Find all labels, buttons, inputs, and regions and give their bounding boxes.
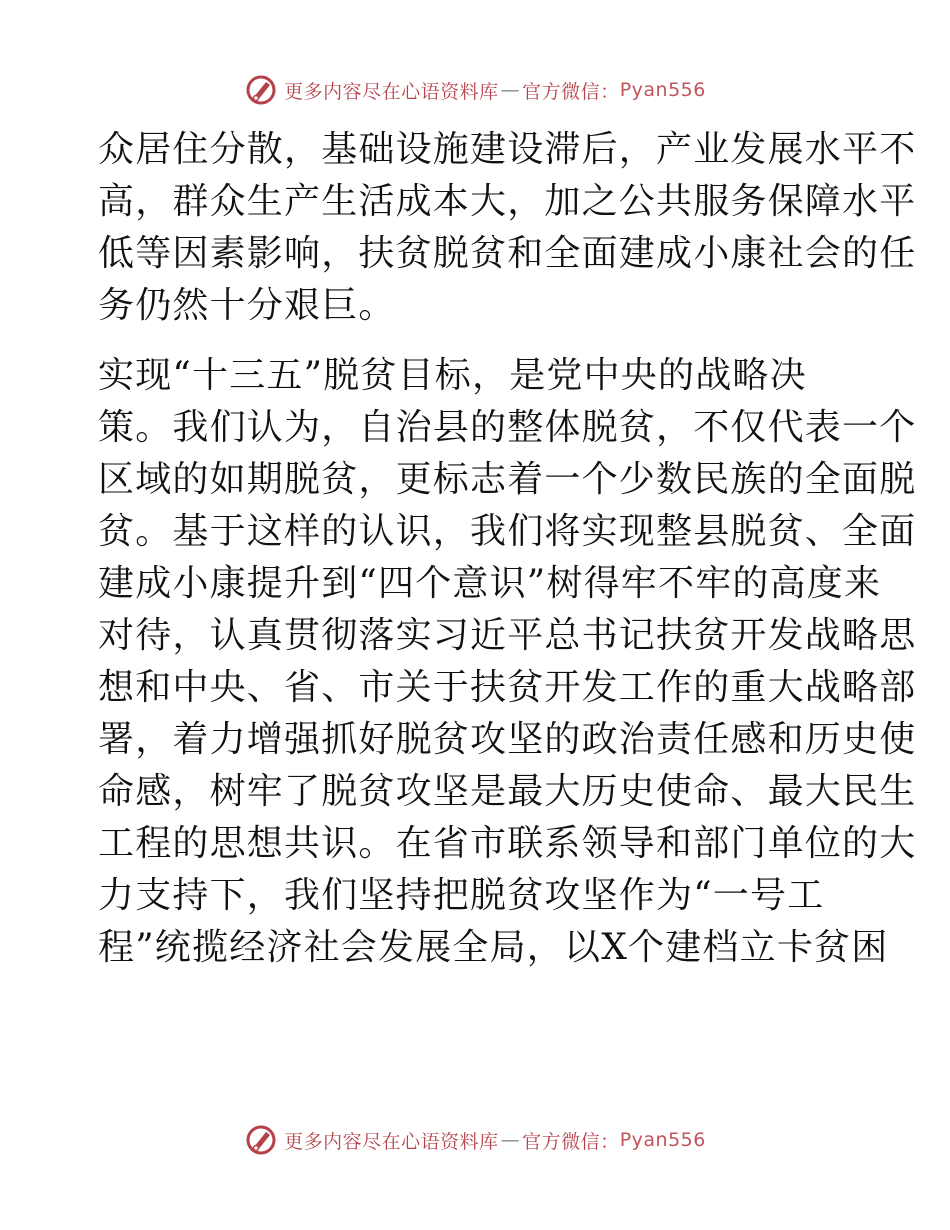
watermark-separator: — xyxy=(500,79,521,101)
footer-watermark xyxy=(0,1120,950,1160)
watermark-text: 更多内容尽在心语资料库 xyxy=(284,80,499,103)
text-line: 工程的思想共识。在省市联系领导和部门单位的大 xyxy=(98,823,917,864)
text-line: 策。我们认为，自治县的整体脱贫，不仅代表一个 xyxy=(98,407,917,448)
text-line: 想和中央、省、市关于扶贫开发工作的重大战略部 xyxy=(98,667,917,708)
paragraph-1 xyxy=(98,124,917,332)
watermark-account: Pyan556 xyxy=(619,79,706,101)
text-line: 建成小康提升到“四个意识”树得牢不牢的高度来 xyxy=(98,563,882,604)
paragraph-2 xyxy=(98,350,917,974)
document-body xyxy=(98,124,917,974)
text-line: 力支持下，我们坚持把脱贫攻坚作为“一号工 xyxy=(98,875,825,916)
pen-nib-circle-icon xyxy=(244,73,278,107)
text-line: 对待，认真贯彻落实习近平总书记扶贫开发战略思 xyxy=(98,615,917,656)
text-line: 实现“十三五”脱贫目标，是党中央的战略决 xyxy=(98,355,807,396)
text-line: 众居住分散，基础设施建设滞后，产业发展水平不 xyxy=(98,129,917,170)
text-line: 署，着力增强抓好脱贫攻坚的政治责任感和历史使 xyxy=(98,719,917,760)
text-line: 命感，树牢了脱贫攻坚是最大历史使命、最大民生 xyxy=(98,771,917,812)
text-line: 程”统揽经济社会发展全局，以X个建档立卡贫困 xyxy=(98,927,889,968)
pen-nib-circle-icon xyxy=(244,1123,278,1157)
watermark-text: 更多内容尽在心语资料库 xyxy=(284,1130,499,1153)
watermark-suffix: 官方微信： xyxy=(522,1130,620,1153)
watermark-account: Pyan556 xyxy=(619,1129,706,1151)
text-line: 高，群众生产生活成本大，加之公共服务保障水平 xyxy=(98,181,917,222)
text-line: 贫。基于这样的认识，我们将实现整县脱贫、全面 xyxy=(98,511,917,552)
watermark-separator: — xyxy=(500,1129,521,1151)
text-line: 低等因素影响，扶贫脱贫和全面建成小康社会的任 xyxy=(98,233,917,274)
watermark-suffix: 官方微信： xyxy=(522,80,620,103)
text-line: 务仍然十分艰巨。 xyxy=(98,285,396,326)
header-watermark xyxy=(0,70,950,110)
text-line: 区域的如期脱贫，更标志着一个少数民族的全面脱 xyxy=(98,459,917,500)
